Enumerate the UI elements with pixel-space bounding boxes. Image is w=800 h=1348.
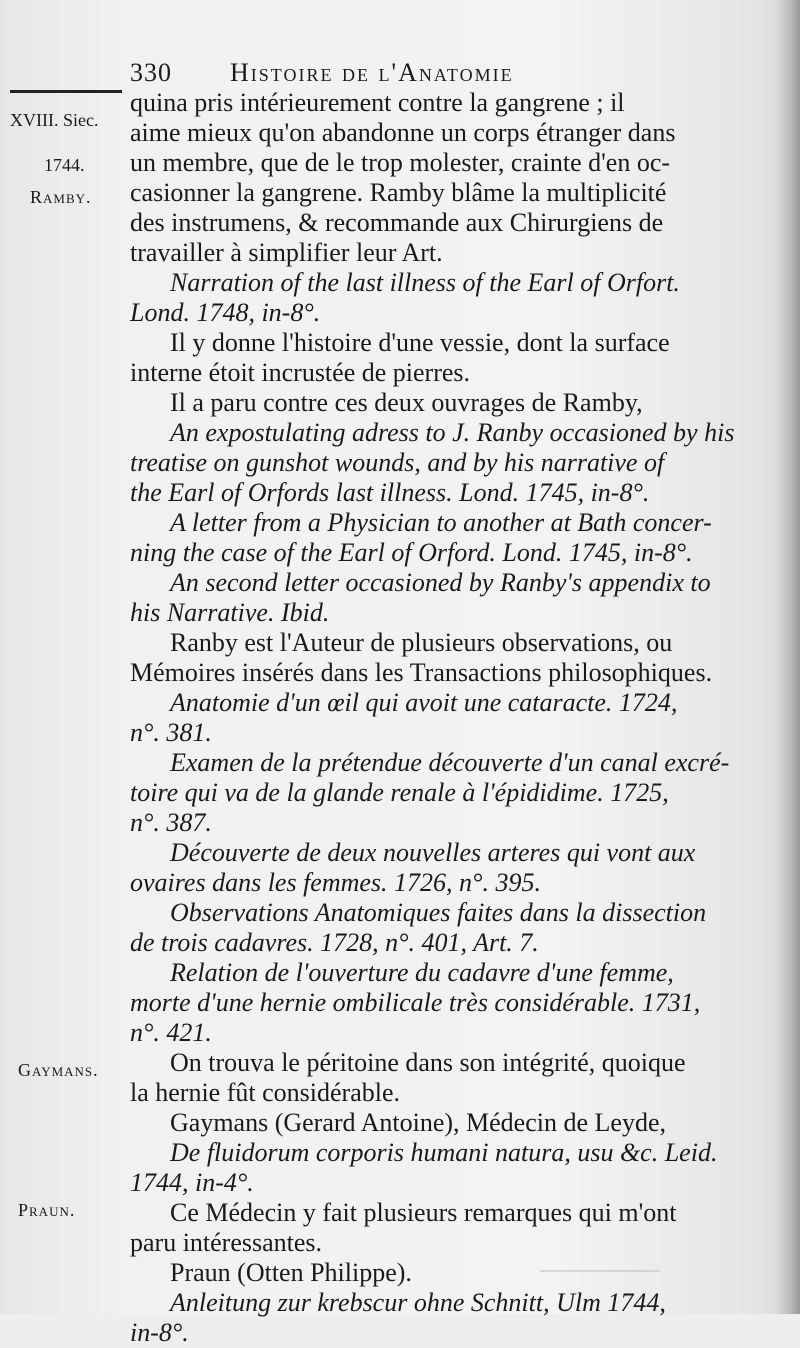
text-line: casionner la gangrene. Ramby blâme la multiplicité [130, 178, 667, 207]
text-line: On trouva le péritoine dans son intégrité, quoique [170, 1048, 686, 1077]
citation-line: 1744, in-4°. [130, 1168, 254, 1197]
text-line: Praun (Otten Philippe). [170, 1258, 412, 1287]
text-line: Ce Médecin y fait plusieurs remarques qui m'ont [170, 1198, 677, 1227]
citation-line: Découverte de deux nouvelles arteres qui vont aux [170, 838, 696, 867]
running-title: Histoire de l'Anatomie [230, 58, 514, 87]
citation-line: in-8°. [130, 1318, 189, 1347]
citation-line: An second letter occasioned by Ranby's appendix to [170, 568, 711, 597]
citation-line: treatise on gunshot wounds, and by his narrative of [130, 448, 665, 477]
text-line: Ranby est l'Auteur de plusieurs observations, ou [170, 628, 673, 657]
page-number: 330 [130, 58, 172, 87]
citation-line: the Earl of Orfords last illness. Lond. 1745, in-8°. [130, 478, 650, 507]
citation-line: morte d'une hernie ombilicale très considérable. 1731, [130, 988, 701, 1017]
margin-note-praun: Praun. [18, 1200, 76, 1220]
text-line: un membre, que de le trop molester, crainte d'en oc- [130, 148, 671, 177]
citation-line: An expostulating adress to J. Ranby occasioned by his [170, 418, 735, 447]
citation-line: A letter from a Physician to another at Bath concer- [170, 508, 712, 537]
citation-line: n°. 381. [130, 718, 212, 747]
citation-line: toire qui va de la glande renale à l'épididime. 1725, [130, 778, 669, 807]
page-edge-shadow [776, 0, 800, 1314]
citation-line: n°. 421. [130, 1018, 212, 1047]
citation-line: Narration of the last illness of the Earl of Orfort. [170, 268, 680, 297]
citation-line: Relation de l'ouverture du cadavre d'une femme, [170, 958, 674, 987]
citation-line: Observations Anatomiques faites dans la dissection [170, 898, 707, 927]
header-rule [10, 90, 122, 93]
text-line: quina pris intérieurement contre la gangrene ; il [130, 88, 625, 117]
text-line: Il a paru contre ces deux ouvrages de Ramby, [170, 388, 643, 417]
citation-line: n°. 387. [130, 808, 212, 837]
text-line: Mémoires insérés dans les Transactions philosophiques. [130, 658, 713, 687]
citation-line: ning the case of the Earl of Orford. Lond. 1745, in-8°. [130, 538, 693, 567]
citation-line: de trois cadavres. 1728, n°. 401, Art. 7. [130, 928, 539, 957]
text-line: interne étoit incrustée de pierres. [130, 358, 471, 387]
citation-line: Lond. 1748, in-8°. [130, 298, 321, 327]
text-line: Il y donne l'histoire d'une vessie, dont la surface [170, 328, 670, 357]
margin-note-year: 1744. [44, 155, 85, 175]
citation-line: his Narrative. Ibid. [130, 598, 330, 627]
margin-note-gaymans: Gaymans. [18, 1060, 99, 1080]
margin-note-century: XVIII. Siec. [10, 110, 99, 130]
margin-note-ramby: Ramby. [30, 187, 92, 207]
bottom-rule [540, 1270, 660, 1272]
text-line: travailler à simplifier leur Art. [130, 238, 443, 267]
citation-line: Anleitung zur krebscur ohne Schnitt, Ulm 1744, [170, 1288, 666, 1317]
text-line: Gaymans (Gerard Antoine), Médecin de Leyde, [170, 1108, 666, 1137]
citation-line: Examen de la prétendue découverte d'un canal excré- [170, 748, 730, 777]
citation-line: Anatomie d'un œil qui avoit une cataracte. 1724, [170, 688, 678, 717]
text-line: aime mieux qu'on abandonne un corps étranger dans [130, 118, 676, 147]
citation-line: De fluidorum corporis humani natura, usu &c. Leid. [170, 1138, 718, 1167]
text-line: paru intéressantes. [130, 1228, 323, 1257]
text-line: la hernie fût considérable. [130, 1078, 400, 1107]
citation-line: ovaires dans les femmes. 1726, n°. 395. [130, 868, 541, 897]
text-line: des instrumens, & recommande aux Chirurgiens de [130, 208, 664, 237]
